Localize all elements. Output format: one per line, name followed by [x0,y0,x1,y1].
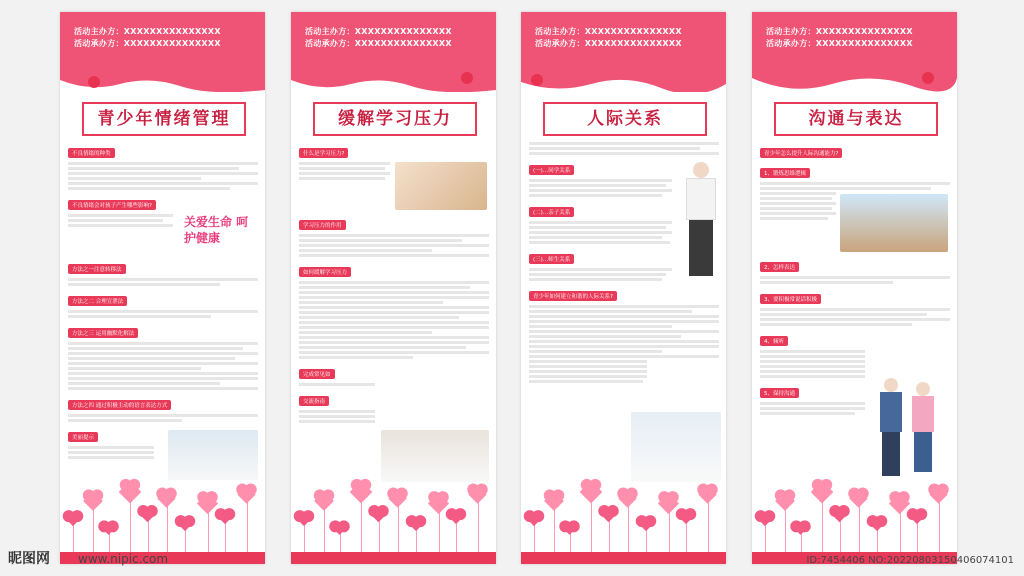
section-tag: 青少年怎么提升人际沟通能力? [760,148,842,158]
site-logo: 昵图网 [8,551,50,567]
dot-decoration [461,72,473,84]
heart-stem [877,529,878,554]
heart-stem [247,501,248,554]
panel-title: 缓解学习压力 [313,102,477,136]
section-tag: 什么是学习压力? [299,148,348,158]
section-tag: 不良情绪的种类 [68,148,115,158]
section-tag: (三)…师生关系 [529,254,574,264]
heart-shape [468,485,486,503]
panel-title: 沟通与表达 [774,102,938,136]
heart-shape [83,491,103,511]
heart-stem [801,533,802,554]
heart-stem [439,511,440,554]
dot-decoration [88,76,100,88]
heart-shape [849,489,867,507]
heart-shape [811,481,834,504]
heart-stem [686,522,687,554]
cartoon-kids-image [840,194,948,252]
panel-footer [521,552,726,564]
standing-person-image [681,162,721,280]
heart-stem [167,505,168,554]
panel-footer [291,552,496,564]
heart-stem [534,524,535,554]
heart-shape [157,489,175,507]
heart-shape [178,517,192,531]
heart-stem [225,522,226,554]
heart-stem [785,508,786,554]
heart-stem [939,501,940,554]
poster-panel-2 [291,12,496,564]
section-tag: (一)…同学关系 [529,165,574,175]
heart-decoration [291,454,496,554]
section-tag: 如何缓解学习压力 [299,267,351,277]
section-tag: 交流指南 [299,396,329,406]
heart-stem [73,524,74,554]
panel-title: 人际关系 [543,102,707,136]
section-tag: 完成常见如 [299,369,335,379]
heart-stem [185,529,186,554]
section-tag: 2、怎样表达 [760,262,799,272]
heart-shape [527,512,541,526]
section-tag: 学习压力的作用 [299,220,346,230]
heart-shape [544,491,564,511]
heart-stem [148,520,149,554]
section-tag: 方法之二 合理宣泄法 [68,296,127,306]
heart-shape [758,512,772,526]
heart-stem [646,529,647,554]
heart-stem [917,522,918,554]
heart-stem [554,508,555,554]
heart-shape [929,485,947,503]
heart-shape [698,485,716,503]
organizer-text: 活动主办方：XXXXXXXXXXXXXXX [305,27,452,36]
poster-panel-3 [521,12,726,564]
heart-shape [314,491,334,511]
heart-shape [218,510,232,524]
panel-title: 青少年情绪管理 [82,102,246,136]
organizer-text: 活动主办方：XXXXXXXXXXXXXXX [74,27,221,36]
heart-stem [570,533,571,554]
heart-shape [102,522,115,535]
site-url: www.nipic.com [78,552,169,566]
heart-stem [628,505,629,554]
heart-stem [478,501,479,554]
heart-shape [388,489,406,507]
poster-panel-1 [60,12,265,564]
heart-shape [639,517,653,531]
heart-stem [109,533,110,554]
panel-body [299,140,489,470]
heart-decoration [521,454,726,554]
heart-stem [379,520,380,554]
dot-decoration [922,72,934,84]
dot-decoration [531,74,543,86]
heart-stem [840,520,841,554]
section-tag: 方法之三 运用幽默化解法 [68,328,138,338]
heart-stem [304,524,305,554]
heart-stem [765,524,766,554]
heart-shape [449,510,463,524]
co-organizer-text: 活动承办方：XXXXXXXXXXXXXXX [74,39,221,48]
image-id-text: ID:7454406 NO:20220803150406074101 [806,555,1014,566]
heart-shape [794,522,807,535]
heart-shape [140,507,156,523]
section-tag: 4、倾听 [760,336,788,346]
care-banner-image: 关爱生命 呵护健康 [184,215,249,245]
section-tag: 5、保持沟通 [760,388,799,398]
heart-stem [859,505,860,554]
heart-decoration [752,454,957,554]
heart-decoration [60,454,265,554]
top-band [521,12,726,92]
heart-stem [900,511,901,554]
heart-stem [591,500,592,554]
co-organizer-text: 活动承办方：XXXXXXXXXXXXXXX [535,39,682,48]
heart-shape [297,512,311,526]
heart-stem [340,533,341,554]
heart-shape [580,481,603,504]
study-photo [395,162,487,210]
heart-shape [601,507,617,523]
heart-shape [409,517,423,531]
heart-stem [361,500,362,554]
co-organizer-text: 活动承办方：XXXXXXXXXXXXXXX [766,39,913,48]
panel-body [68,140,258,470]
heart-shape [910,510,924,524]
heart-stem [93,508,94,554]
heart-stem [416,529,417,554]
section-tag: (二)…亲子关系 [529,207,574,217]
heart-shape [350,481,373,504]
heart-shape [775,491,795,511]
heart-stem [208,511,209,554]
heart-stem [669,511,670,554]
heart-shape [563,522,576,535]
section-tag: 美丽提示 [68,432,98,442]
heart-shape [119,481,142,504]
heart-stem [130,500,131,554]
heart-shape [679,510,693,524]
heart-shape [66,512,80,526]
section-tag: 方法之一注意转移法 [68,264,126,274]
wave-decoration [521,60,726,100]
section-tag: 3、要积极常说话积极 [760,294,821,304]
heart-stem [822,500,823,554]
heart-shape [832,507,848,523]
heart-shape [237,485,255,503]
heart-shape [618,489,636,507]
heart-shape [870,517,884,531]
heart-stem [398,505,399,554]
section-tag: 青少年如何建立和谐的人际关系? [529,291,617,301]
heart-stem [324,508,325,554]
organizer-text: 活动主办方：XXXXXXXXXXXXXXX [766,27,913,36]
poster-panel-4 [752,12,957,564]
section-tag: 不良情绪会对孩子产生哪些影响? [68,200,156,210]
co-organizer-text: 活动承办方：XXXXXXXXXXXXXXX [305,39,452,48]
heart-shape [371,507,387,523]
section-tag: 1、锻炼思维逻辑 [760,168,810,178]
heart-stem [609,520,610,554]
heart-stem [456,522,457,554]
heart-shape [333,522,346,535]
section-tag: 方法之四 通过积极主动的语言表达方式 [68,400,171,410]
heart-stem [708,501,709,554]
organizer-text: 活动主办方：XXXXXXXXXXXXXXX [535,27,682,36]
